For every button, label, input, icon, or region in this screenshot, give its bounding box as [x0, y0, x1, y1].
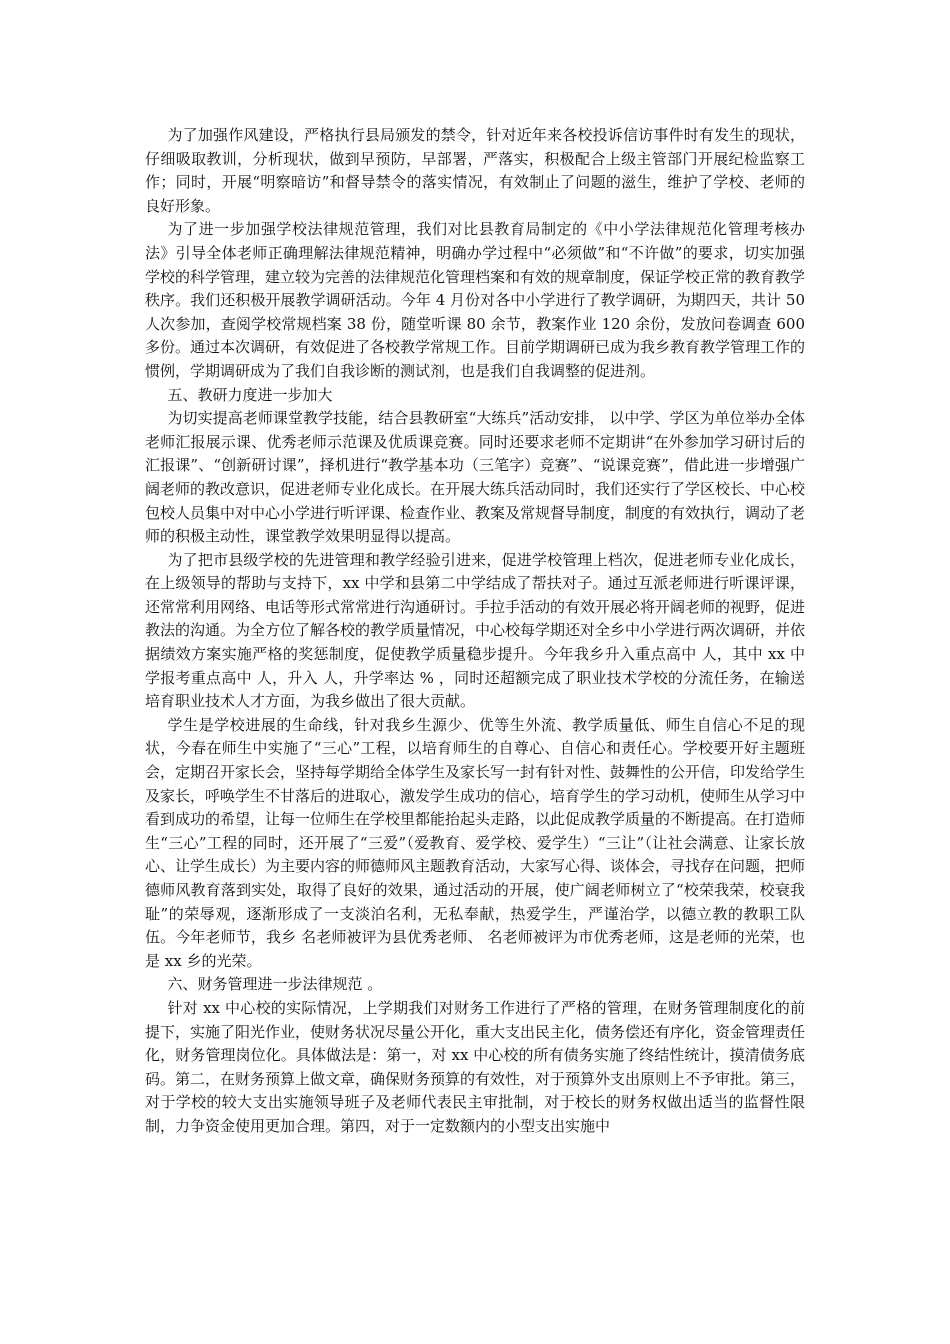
paragraph-teaching-skills: 为切实提高老师课堂教学技能，结合县教研室“大练兵”活动安排， 以中学、学区为单位举办全体老师汇报展示课、优秀老师示范课及优质课竞赛。同时还要求老师不定期讲“在外参加学习研讨后的汇报课”、“创新研讨课”，择机进行“教学基本功（三笔字）竞赛”、“说课竞赛”，借此进一步增强广阔老师的教改意识，促进老师专业化成长。在开展大练兵活动同时，我们还实行了学区校长、中心校包校人员集中对中心小学进行听评课、检查作业、教案及常规督导制度，制度的有效执行，调动了老师的积极主动性，课堂教学效果明显得以提高。 [145, 409, 806, 546]
paragraph-legal-management: 为了进一步加强学校法律规范管理，我们对比县教育局制定的《中小学法律规范化管理考核办法》引导全体老师正确理解法律规范精神，明确办学过程中“必须做”和“不许做”的要求，切实加强学校的科学管理，建立较为完善的法律规范化管理档案和有效的规章制度，保证学校正常的教育教学秩序。我们还积极开展教学调研活动。今年 4 月份对各中小学进行了教学调研，为期四天，共计 50 人次参加，查阅学校常规档案 38 份，随堂听课 80 余节，教案作业 120 余份，发放问卷调查 600 多份。通过本次调研，有效促进了各校教学常规工作。目前学期调研已成为我乡教育教学管理工作的惯例，学期调研成为了我们自我诊断的测试剂，也是我们自我调整的促进剂。 [145, 220, 806, 380]
paragraph-school-partnership: 为了把市县级学校的先进管理和教学经验引进来，促进学校管理上档次，促进老师专业化成长，在上级领导的帮助与支持下，xx 中学和县第二中学结成了帮扶对子。通过互派老师进行听课评课，还常常利用网络、电话等形式常常进行沟通研讨。手拉手活动的有效开展必将开阔老师的视野，促进教法的沟通。为全方位了解各校的教学质量情况，中心校每学期还对全乡中小学进行两次调研，并依据绩效方案实施严格的奖惩制度，促使教学质量稳步提升。今年我乡升入重点高中 人，其中 xx 中学报考重点高中 人，升入 人，升学率达 % ，同时还超额完成了职业技术学校的分流任务，在输送培育职业技术人才方面，为我乡做出了很大贡献。 [145, 550, 806, 711]
paragraph-finance: 针对 xx 中心校的实际情况，上学期我们对财务工作进行了严格的管理，在财务管理制度化的前提下，实施了阳光作业，使财务状况尽量公开化，重大支出民主化，债务偿还有序化，资金管理责任化，财务管理岗位化。具体做法是：第一，对 xx 中心校的所有债务实施了终结性统计，摸清债务底码。第二，在财务预算上做文章，确保财务预算的有效性，对于预算外支出原则上不予审批。第三，对于学校的较大支出实施领导班子及老师代表民主审批制，对于校长的财务权做出适当的监督性限制，力争资金使用更加合理。第四，对于一定数额内的小型支出实施中 [145, 998, 806, 1135]
paragraph-discipline: 为了加强作风建设，严格执行县局颁发的禁令，针对近年来各校投诉信访事件时有发生的现状，仔细吸取教训，分析现状，做到早预防，早部署，严落实，积极配合上级主管部门开展纪检监察工作；同时，开展“明察暗访”和督导禁令的落实情况，有效制止了问题的滋生，维护了学校、老师的良好形象。 [145, 126, 805, 215]
section-heading-5: 五、教研力度进一步加大 [167, 385, 333, 404]
document-body [145, 124, 805, 1139]
section-heading-6: 六、财务管理进一步法律规范 。 [167, 975, 383, 994]
paragraph-three-hearts: 学生是学校进展的生命线，针对我乡生源少、优等生外流、教学质量低、师生自信心不足的现状，今春在师生中实施了“三心”工程，以培育师生的自尊心、自信心和责任心。学校要开好主题班会，定期召开家长会，坚持每学期给全体学生及家长写一封有针对性、鼓舞性的公开信，印发给学生及家长，呼唤学生不甘落后的进取心，激发学生成功的信心，培育学生的学习动机，使师生从学习中看到成功的希望，让每一位师生在学校里都能抬起头走路，以此促成教学质量的不断提高。在打造师生“三心”工程的同时，还开展了“三爱”（爱教育、爱学校、爱学生）“三让”（让社会满意、让家长放心、让学生成长）为主要内容的师德师风主题教育活动，大家写心得、谈体会，寻找存在问题，把师德师风教育落到实处，取得了良好的效果，通过活动的开展，使广阔老师树立了“校荣我荣，校衰我耻”的荣辱观，逐渐形成了一支淡泊名利，无私奉献，热爱学生，严谨治学，以德立教的教职工队伍。今年老师节，我乡 名老师被评为县优秀老师、 名老师被评为市优秀老师，这是老师的光荣，也是 xx 乡的光荣。 [145, 715, 806, 970]
